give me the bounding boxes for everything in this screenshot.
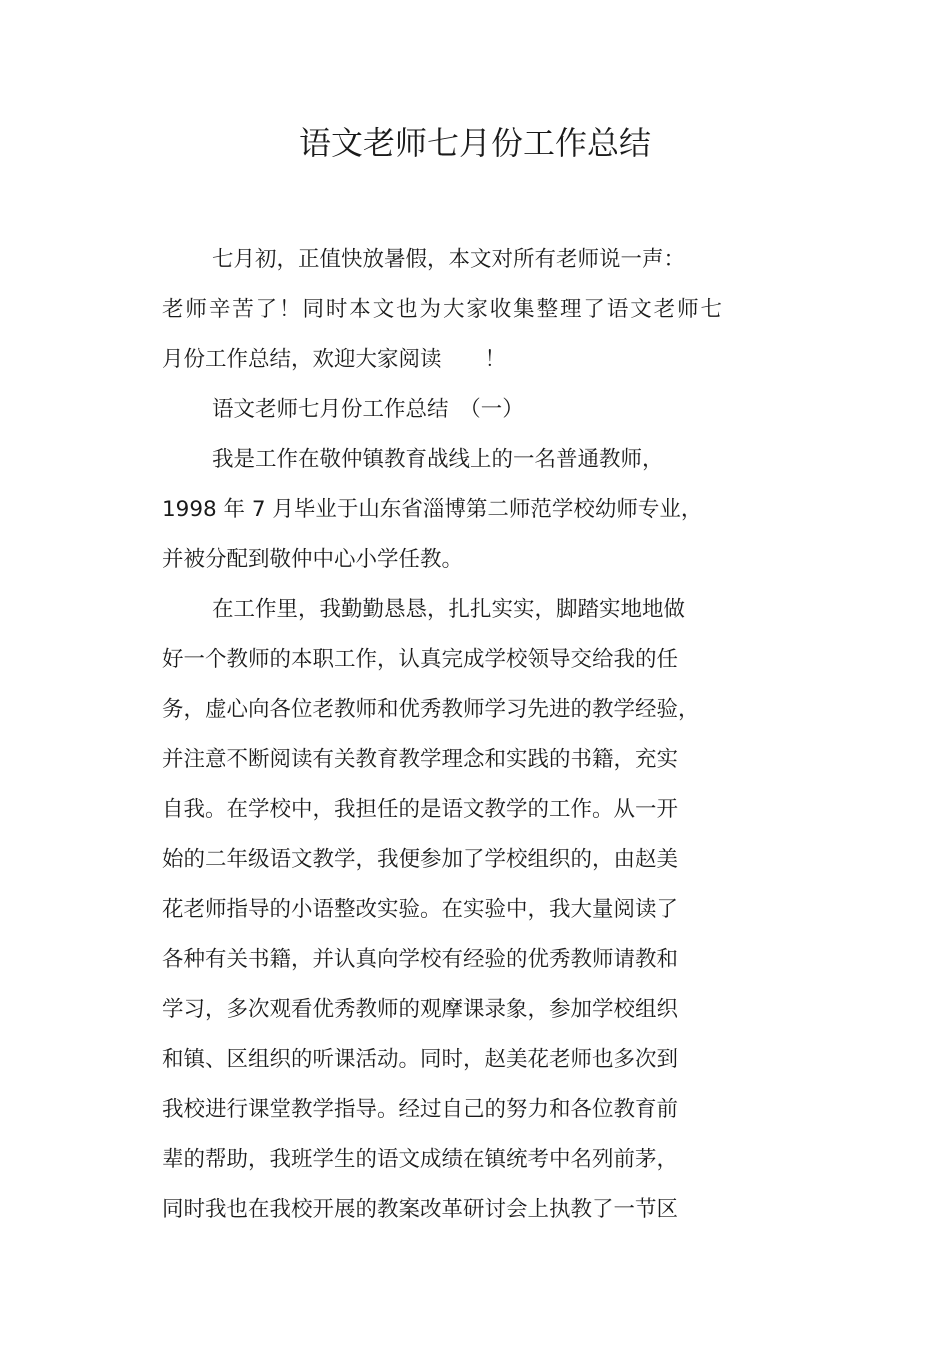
text-line-5: 我是工作在敬仲镇教育战线上的一名普通教师， (212, 447, 664, 472)
text-line-12: 自我。在学校中，我担任的是语文教学的工作。从一开 (162, 797, 679, 822)
text-line-10: 务，虚心向各位老教师和优秀教师学习先进的教学经验， (162, 697, 700, 722)
text-line-11: 并注意不断阅读有关教育教学理念和实践的书籍，充实 (162, 747, 679, 772)
text-line-9: 好一个教师的本职工作，认真完成学校领导交给我的任 (162, 647, 679, 672)
text-line-3: 月份工作总结，欢迎大家阅读 ！ (162, 347, 507, 372)
text-line-14: 花老师指导的小语整改实验。在实验中，我大量阅读了 (162, 897, 679, 922)
text-line-2: 老师辛苦了！同时本文也为大家收集整理了语文老师七 (162, 297, 722, 322)
text-line-18: 我校进行课堂教学指导。经过自己的努力和各位教育前 (162, 1097, 679, 1122)
text-line-20: 同时我也在我校开展的教案改革研讨会上执教了一节区 (162, 1197, 679, 1222)
text-line-13: 始的二年级语文教学，我便参加了学校组织的，由赵美 (162, 847, 679, 872)
text-line-8: 在工作里，我勤勤恳恳，扎扎实实，脚踏实地地做 (212, 597, 686, 622)
text-line-15: 各种有关书籍，并认真向学校有经验的优秀教师请教和 (162, 947, 679, 972)
text-line-7: 并被分配到敬仲中心小学任教。 (162, 547, 464, 572)
text-line-17: 和镇、区组织的听课活动。同时，赵美花老师也多次到 (162, 1047, 679, 1072)
text-line-16: 学习，多次观看优秀教师的观摩课录象，参加学校组织 (162, 997, 679, 1022)
section-heading: 语文老师七月份工作总结 （一） (212, 397, 524, 422)
document-title: 语文老师七月份工作总结 (298, 124, 651, 162)
text-line-19: 辈的帮助，我班学生的语文成绩在镇统考中名列前茅， (162, 1147, 679, 1172)
text-line-1: 七月初，正值快放暑假，本文对所有老师说一声： (212, 247, 686, 272)
document-body (162, 235, 722, 1235)
text-line-6: 1998 年 7 月毕业于山东省淄博第二师范学校幼师专业， (162, 497, 703, 522)
